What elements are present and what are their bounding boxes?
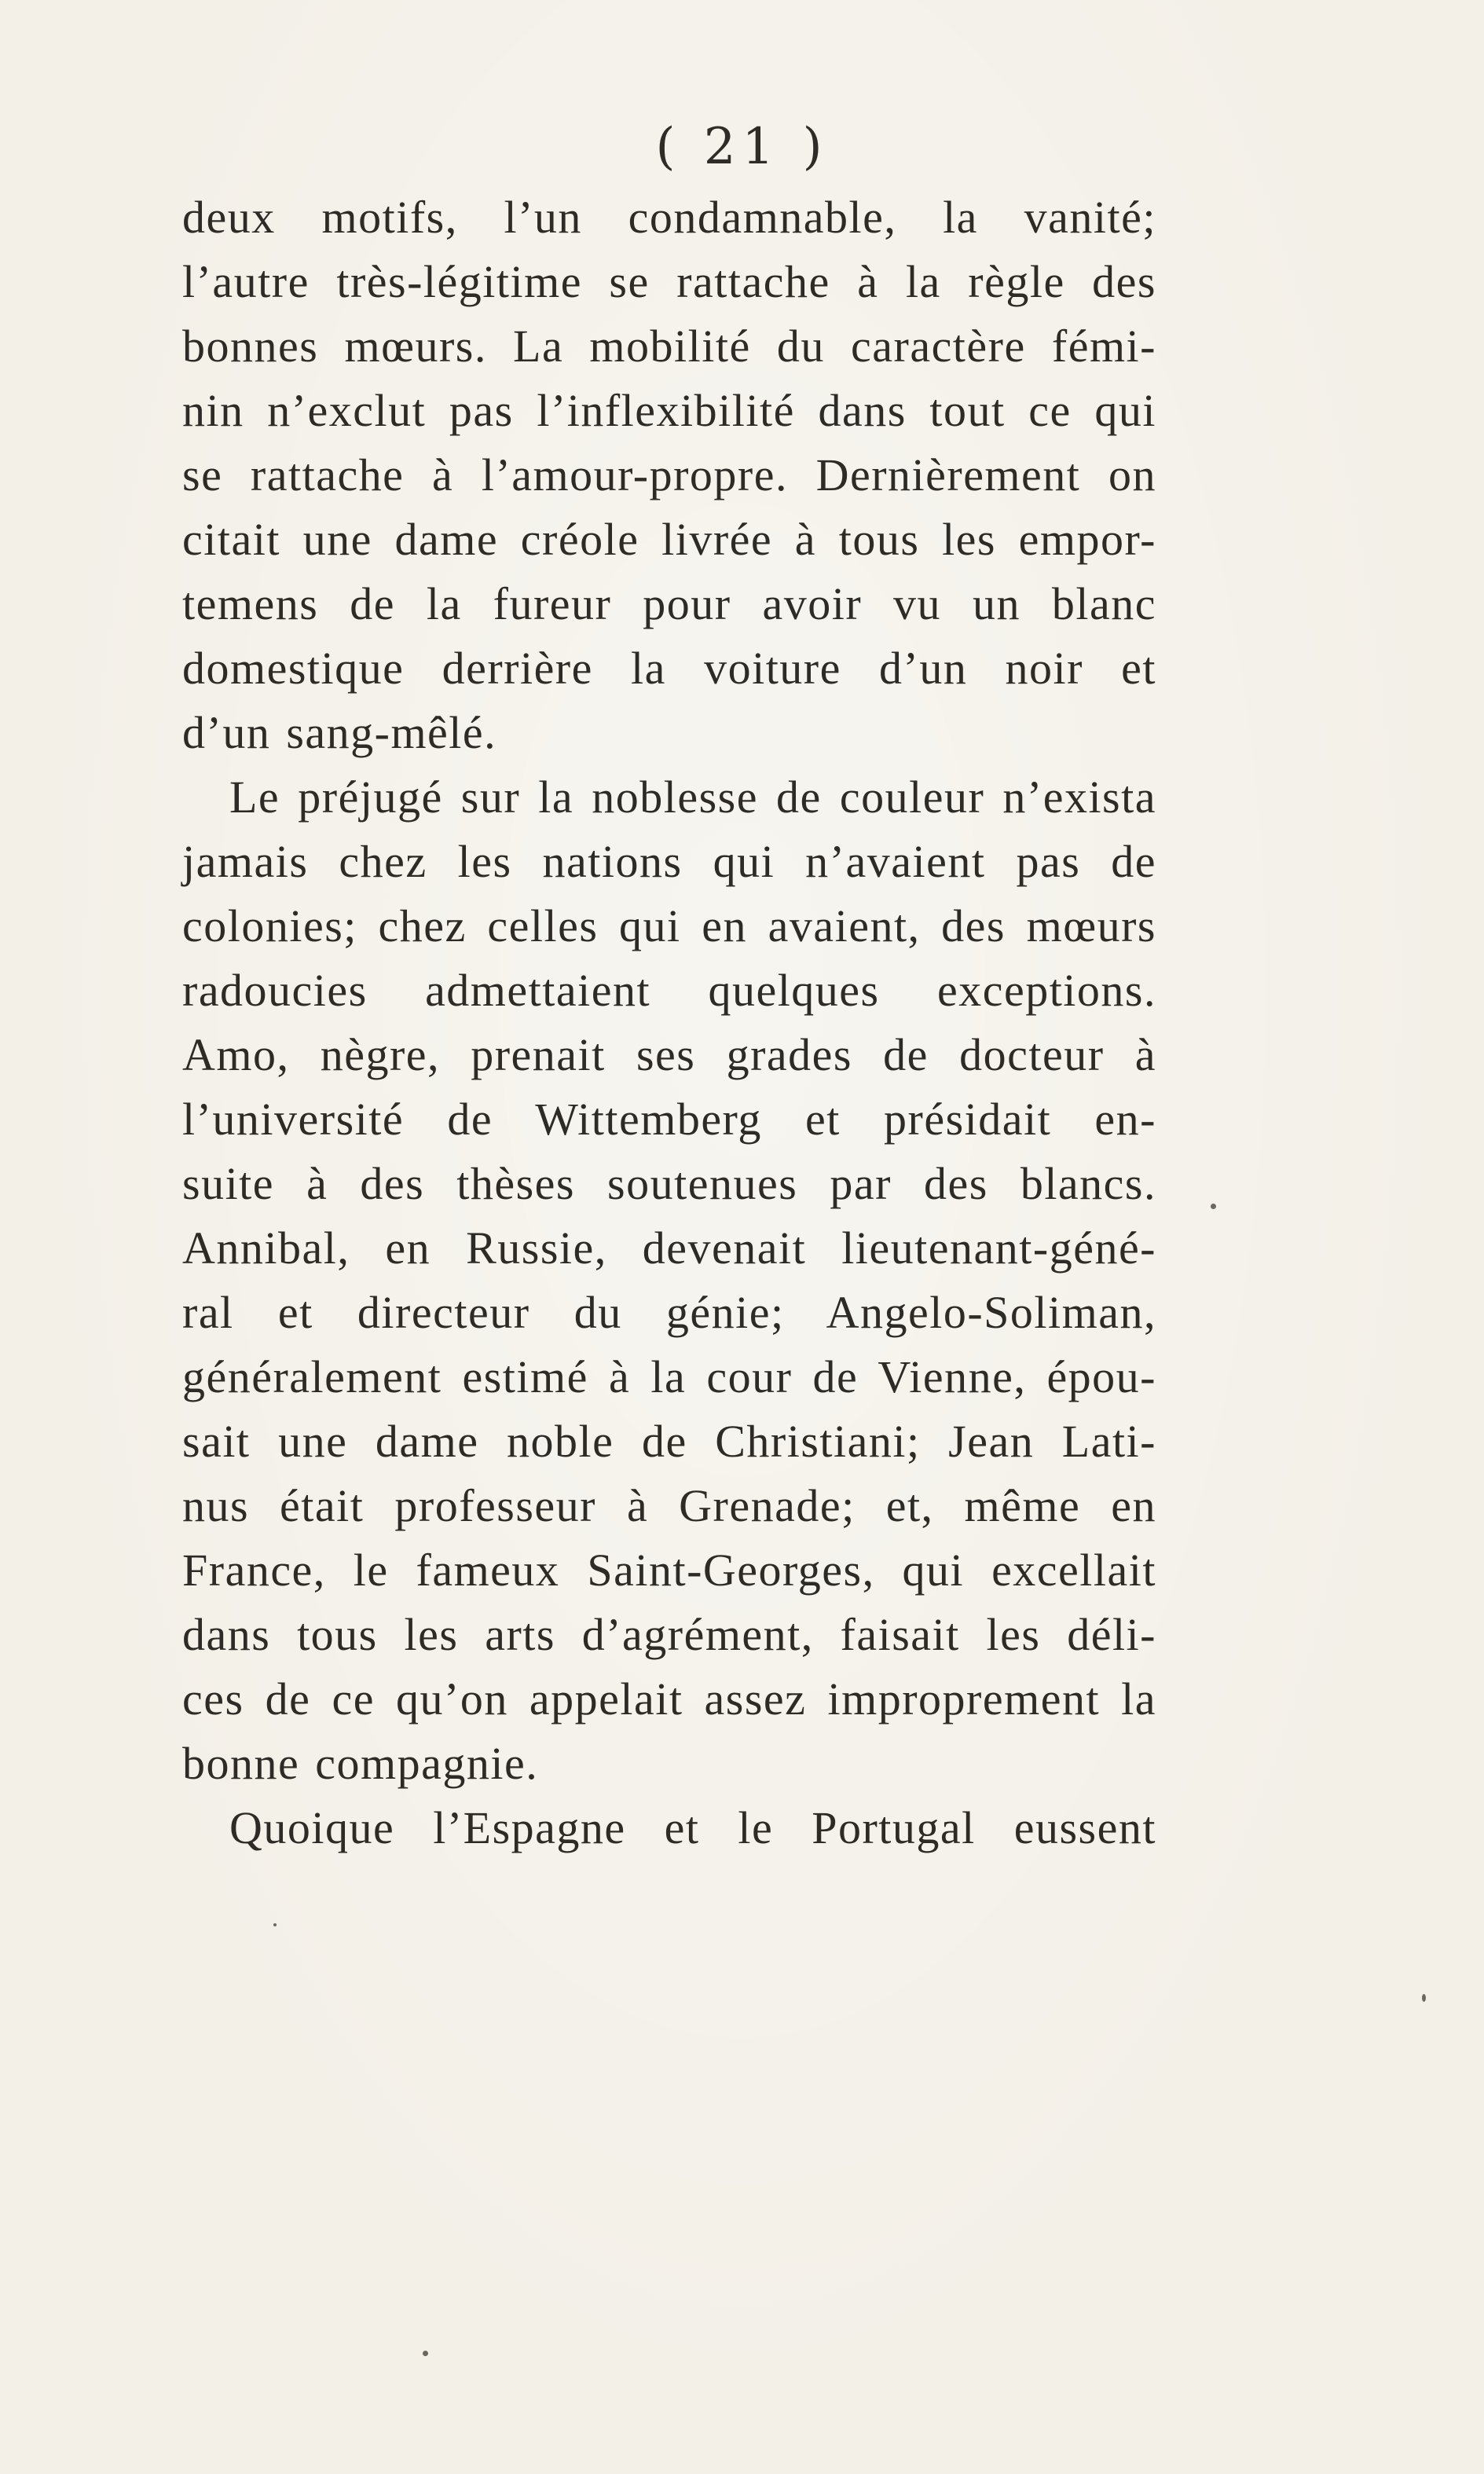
text-line: sait une dame noble de Christiani; Jean Lati- xyxy=(182,1416,1156,1467)
text-body xyxy=(182,185,1156,1860)
text-line: l’université de Wittemberg et présidait en- xyxy=(182,1094,1156,1145)
paper-speck xyxy=(1422,1994,1426,2002)
paper-speck xyxy=(423,2351,428,2356)
text-line: nin n’exclut pas l’inflexibilité dans tout ce qui xyxy=(182,385,1156,436)
paper-speck xyxy=(1211,1204,1216,1209)
text-line: ral et directeur du génie; Angelo-Soliman, xyxy=(182,1287,1156,1338)
paragraph-1 xyxy=(182,185,1156,765)
text-line: domestique derrière la voiture d’un noir et xyxy=(182,643,1156,694)
text-line: Annibal, en Russie, devenait lieutenant-géné- xyxy=(182,1222,1156,1274)
text-line: temens de la fureur pour avoir vu un blanc xyxy=(182,578,1156,629)
text-line: colonies; chez celles qui en avaient, des mœurs xyxy=(182,900,1156,951)
text-line: généralement estimé à la cour de Vienne, épou- xyxy=(182,1351,1156,1402)
text-line: dans tous les arts d’agrément, faisait les déli- xyxy=(182,1609,1156,1660)
text-line: suite à des thèses soutenues par des blancs. xyxy=(182,1158,1156,1209)
text-line: se rattache à l’amour-propre. Dernièrement on xyxy=(182,449,1156,500)
text-line: d’un sang-mêlé. xyxy=(182,707,497,758)
text-line: ces de ce qu’on appelait assez improprement la xyxy=(182,1673,1156,1724)
text-line: Le préjugé sur la noblesse de couleur n’exista xyxy=(229,772,1156,823)
text-line: radoucies admettaient quelques exceptions. xyxy=(182,965,1156,1016)
text-line: citait une dame créole livrée à tous les empor- xyxy=(182,514,1156,565)
text-line: France, le fameux Saint-Georges, qui excellait xyxy=(182,1545,1156,1596)
text-line: bonnes mœurs. La mobilité du caractère fémi- xyxy=(182,321,1156,372)
text-line: deux motifs, l’un condamnable, la vanité; xyxy=(182,192,1156,243)
page-number: ( 21 ) xyxy=(655,118,829,176)
paper-speck xyxy=(273,1923,277,1926)
text-line: bonne compagnie. xyxy=(182,1738,539,1789)
text-line: Amo, nègre, prenait ses grades de docteur à xyxy=(182,1029,1156,1080)
paragraph-2 xyxy=(182,765,1156,1796)
text-line: jamais chez les nations qui n’avaient pas de xyxy=(182,836,1156,887)
text-line: nus était professeur à Grenade; et, même en xyxy=(182,1480,1156,1531)
text-line: Quoique l’Espagne et le Portugal eussent xyxy=(229,1802,1156,1853)
text-line: l’autre très-légitime se rattache à la règle des xyxy=(182,256,1156,307)
paragraph-3 xyxy=(182,1796,1156,1860)
